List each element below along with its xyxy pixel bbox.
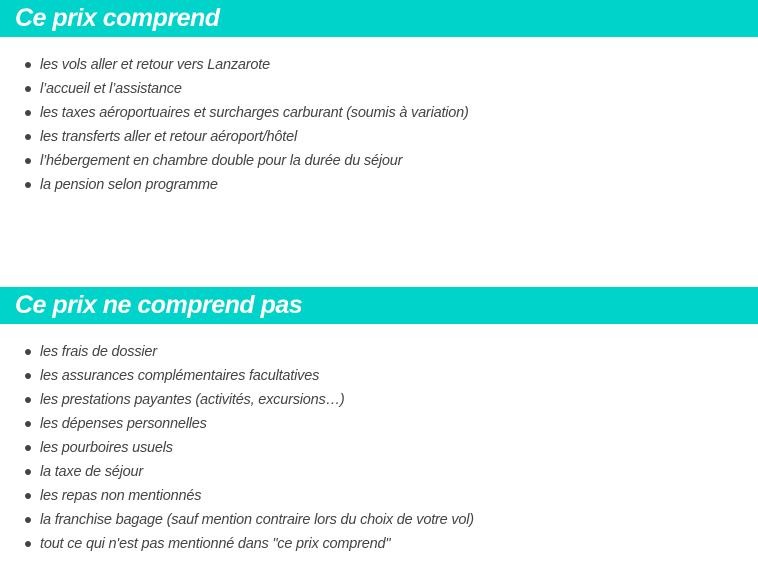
list-item-text: les taxes aéroportuaires et surcharges carburant (soumis à variation) bbox=[40, 105, 469, 121]
section-title: Ce prix ne comprend pas bbox=[15, 291, 303, 319]
bullet-icon bbox=[25, 445, 31, 451]
list-item bbox=[0, 412, 474, 436]
list-item bbox=[0, 436, 474, 460]
list-item-text: les prestations payantes (activités, excursions…) bbox=[40, 392, 345, 408]
list-item bbox=[0, 173, 469, 197]
list-item bbox=[0, 484, 474, 508]
section-header-included bbox=[0, 0, 758, 37]
bullet-icon bbox=[25, 158, 31, 164]
list-item-text: les assurances complémentaires facultatives bbox=[40, 368, 320, 384]
list-item bbox=[0, 101, 469, 125]
section-header-excluded bbox=[0, 287, 758, 324]
bullet-icon bbox=[25, 182, 31, 188]
list-item bbox=[0, 388, 474, 412]
list-item-text: tout ce qui n'est pas mentionné dans "ce prix comprend" bbox=[40, 536, 391, 552]
list-item-text: les vols aller et retour vers Lanzarote bbox=[40, 57, 270, 73]
list-item bbox=[0, 364, 474, 388]
list-item bbox=[0, 508, 474, 532]
list-item bbox=[0, 460, 474, 484]
list-item-text: l’hébergement en chambre double pour la durée du séjour bbox=[40, 153, 403, 169]
bullet-icon bbox=[25, 349, 31, 355]
bullet-icon bbox=[25, 86, 31, 92]
list-item-text: les pourboires usuels bbox=[40, 440, 173, 456]
list-item bbox=[0, 53, 469, 77]
list-item bbox=[0, 532, 474, 556]
list-item-text: la pension selon programme bbox=[40, 177, 218, 193]
list-item-text: les repas non mentionnés bbox=[40, 488, 202, 504]
bullet-icon bbox=[25, 134, 31, 140]
list-item bbox=[0, 77, 469, 101]
list-item bbox=[0, 149, 469, 173]
list-item-text: les dépenses personnelles bbox=[40, 416, 207, 432]
list-item bbox=[0, 340, 474, 364]
list-item bbox=[0, 125, 469, 149]
list-item-text: la franchise bagage (sauf mention contraire lors du choix de votre vol) bbox=[40, 512, 474, 528]
list-item-text: l’accueil et l’assistance bbox=[40, 81, 182, 97]
list-item-text: les transferts aller et retour aéroport/hôtel bbox=[40, 129, 297, 145]
section-title: Ce prix comprend bbox=[15, 4, 220, 32]
bullet-icon bbox=[25, 397, 31, 403]
bullet-icon bbox=[25, 373, 31, 379]
list-item-text: la taxe de séjour bbox=[40, 464, 143, 480]
bullet-icon bbox=[25, 62, 31, 68]
bullet-icon bbox=[25, 469, 31, 475]
list-item-text: les frais de dossier bbox=[40, 344, 157, 360]
bullet-icon bbox=[25, 110, 31, 116]
bullet-icon bbox=[25, 493, 31, 499]
excluded-list bbox=[0, 340, 474, 556]
bullet-icon bbox=[25, 421, 31, 427]
bullet-icon bbox=[25, 541, 31, 547]
included-list bbox=[0, 53, 469, 197]
bullet-icon bbox=[25, 517, 31, 523]
